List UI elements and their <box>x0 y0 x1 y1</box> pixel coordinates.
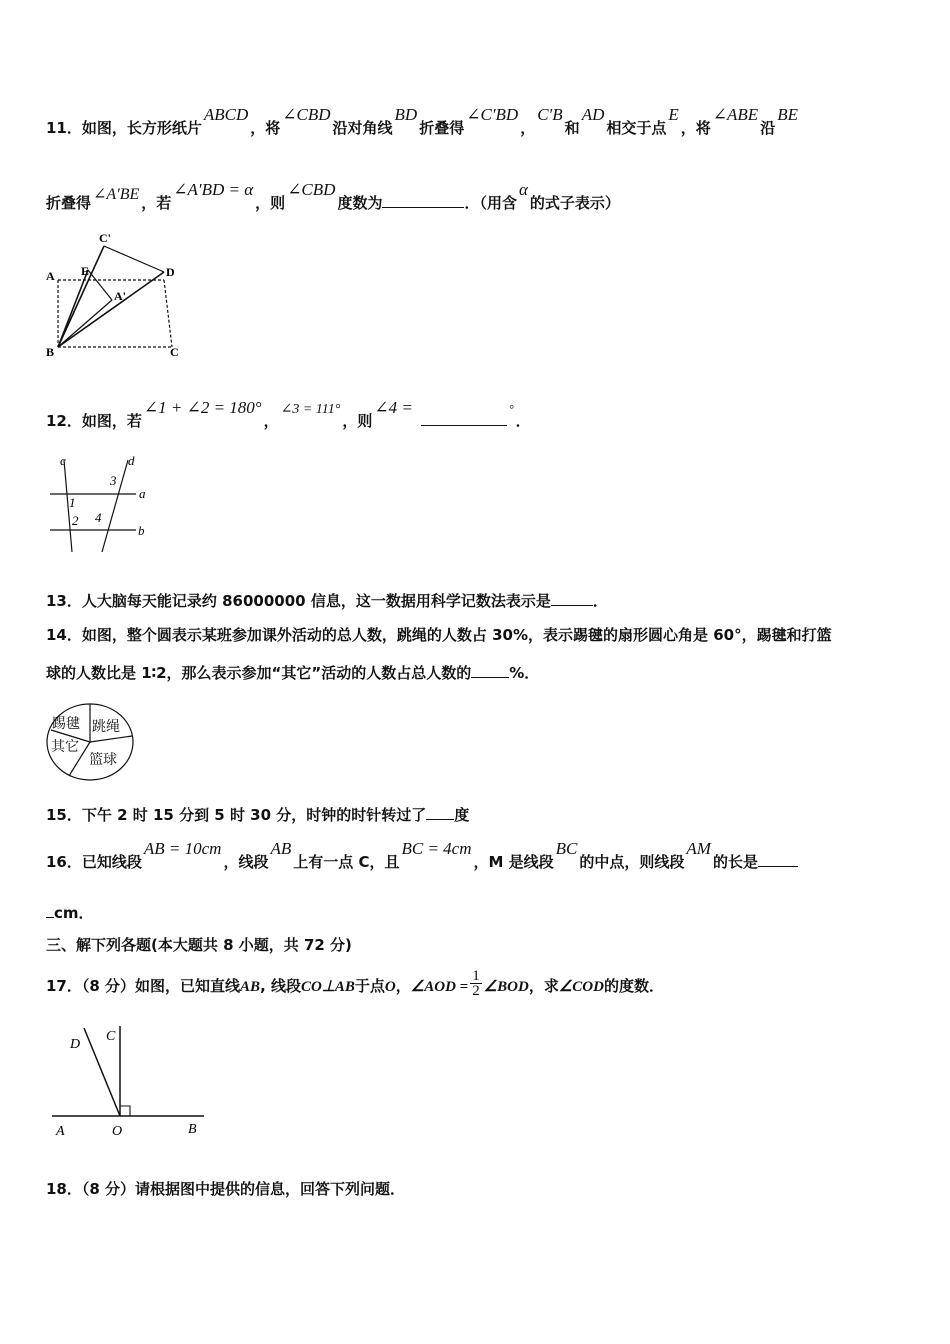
fig11-label: B <box>46 345 55 359</box>
q11-math-alpha: ∠A′BD = α <box>173 180 254 199</box>
fig12-label: 4 <box>95 510 102 525</box>
q16-number: 16．已知线段 <box>46 853 142 871</box>
q12-text: ． <box>515 412 531 430</box>
q11-math-be: BE <box>777 105 798 124</box>
q11-text: 折叠得 <box>419 119 465 137</box>
q17-math: ∠AOD = <box>410 979 469 995</box>
fig11-label: D <box>166 265 175 279</box>
q16-text: cm． <box>54 904 94 922</box>
q11-line1 <box>46 105 800 138</box>
fig11-label: A' <box>114 289 126 303</box>
q12-text: ， <box>263 412 279 430</box>
pie-label-qita: 其它 <box>51 739 79 755</box>
q12-line <box>46 398 531 431</box>
answer-blank[interactable] <box>426 805 454 820</box>
q11-math-cbd2: ∠C′BD <box>466 105 519 124</box>
q13-text: 13．人大脑每天能记录约 86000000 信息，这一数据用科学记数法表示是 <box>46 592 551 610</box>
q11-math-ad: AD <box>581 105 605 124</box>
q14-text: %． <box>509 664 540 682</box>
q16-text: ，线段 <box>223 853 269 871</box>
q17-figure <box>48 1020 213 1142</box>
q12-math-1: ∠1 + ∠2 = 180° <box>143 398 262 417</box>
q12-figure <box>44 452 154 557</box>
fig17-label: A <box>56 1124 65 1139</box>
q17-text: 17．（8 分）如图，已知直线 <box>46 977 241 995</box>
q11-math-cbd3: ∠CBD <box>287 180 336 199</box>
diagonal-bd <box>58 272 164 347</box>
fig11-label: C' <box>99 232 111 245</box>
q17-text: ，求 <box>528 977 559 995</box>
segment-ba <box>58 300 112 347</box>
q11-math-e: E <box>668 105 679 124</box>
pie-label-tiaosheng: 跳绳 <box>92 719 120 735</box>
right-angle-mark <box>120 1106 130 1116</box>
pie-label-lanqiu: 篮球 <box>89 752 117 768</box>
q16-line2 <box>46 902 94 923</box>
fig17-label: B <box>188 1122 197 1137</box>
q17-text: 于点 <box>354 977 385 995</box>
fraction-denominator: 2 <box>472 983 480 999</box>
q11-text: ，将 <box>680 119 711 137</box>
fig12-label: 1 <box>69 495 76 510</box>
q16-text: 的中点，则线段 <box>579 853 685 871</box>
q11-text: 沿对角线 <box>332 119 393 137</box>
q17-math: ∠COD <box>558 979 604 995</box>
q14-line1: 14．如图，整个圆表示某班参加课外活动的总人数，跳绳的人数占 30%，表示踢毽的扇形圆心角是 60°，踢毽和打篮 <box>46 626 832 644</box>
answer-blank[interactable] <box>382 193 464 208</box>
q16-math-bc2: BC <box>555 839 578 858</box>
answer-blank[interactable] <box>421 411 507 426</box>
q16-text: 的长是 <box>712 853 758 871</box>
q17-text: , 线段 <box>260 977 301 995</box>
rect-right-edge <box>164 280 172 347</box>
answer-blank[interactable] <box>758 852 798 867</box>
q11-text: 的式子表示） <box>529 194 620 212</box>
degree-symbol: ° <box>508 402 514 416</box>
q14-text: 球的人数比是 1∶2，那么表示参加“其它”活动的人数占总人数的 <box>46 664 472 682</box>
q12-math-2: ∠3 = 111° <box>280 402 341 417</box>
q17-line <box>46 968 664 1001</box>
q16-math-am: AM <box>686 839 711 858</box>
pie-label-jianzi: 踢毽 <box>52 716 80 732</box>
fig12-label: 2 <box>72 513 79 528</box>
q15-text: 度 <box>454 806 470 824</box>
q16-text: ，M 是线段 <box>473 853 554 871</box>
q12-math-3: ∠4 = <box>374 398 413 417</box>
q11-line2 <box>46 180 620 213</box>
q17-math: O <box>384 979 396 995</box>
fig12-label: a <box>139 486 146 501</box>
q11-math-cbd: ∠CBD <box>282 105 331 124</box>
fig11-label: A <box>46 269 55 283</box>
fig11-label: E <box>81 264 90 278</box>
q13-text: ． <box>592 592 608 610</box>
q17-math: AB <box>240 979 261 995</box>
q15-text: 15．下午 2 时 15 分到 5 时 30 分，时钟的时针转过了 <box>46 806 427 824</box>
q16-text: 上有一点 C，且 <box>293 853 400 871</box>
q11-text: ，若 <box>141 194 172 212</box>
q12-text: ，则 <box>342 412 373 430</box>
fraction-half <box>470 969 482 998</box>
q17-math: ∠BOD <box>483 979 529 995</box>
q11-text: ，则 <box>255 194 286 212</box>
q11-text: 沿 <box>760 119 776 137</box>
q11-text: ， <box>520 119 536 137</box>
answer-blank[interactable] <box>471 663 509 678</box>
fig12-label: b <box>138 523 145 538</box>
segment-ea <box>88 270 112 300</box>
fold-c-d <box>104 246 164 272</box>
section-heading: 三、解下列各题(本大题共 8 小题，共 72 分) <box>46 936 352 954</box>
q11-number: 11．如图，长方形纸片 <box>46 119 202 137</box>
q13-line <box>46 590 608 611</box>
q11-figure <box>44 232 184 360</box>
q17-text: 的度数． <box>603 977 664 995</box>
q12-number: 12．如图，若 <box>46 412 142 430</box>
q11-math-abe2: ∠A′BE <box>93 186 140 203</box>
fig11-label: C <box>170 345 179 359</box>
q11-math-cb: C′B <box>537 105 563 124</box>
q11-math-abcd: ABCD <box>203 105 249 124</box>
q11-math-bd: BD <box>394 105 418 124</box>
q16-math-bc: BC = 4cm <box>401 839 472 858</box>
q16-line1 <box>46 839 798 872</box>
q14-line2 <box>46 662 539 683</box>
fraction-numerator: 1 <box>472 968 480 984</box>
fig12-label: c <box>60 453 66 468</box>
q11-math-a: α <box>518 180 528 199</box>
q14-pie-figure <box>44 702 139 786</box>
fig12-label: 3 <box>110 473 117 488</box>
fold-b-c <box>58 246 104 347</box>
fig17-label: O <box>112 1124 123 1139</box>
q17-text: ， <box>395 977 411 995</box>
answer-blank[interactable] <box>551 591 593 606</box>
q11-math-abe: ∠ABE <box>712 105 759 124</box>
q18-line: 18．（8 分）请根据图中提供的信息，回答下列问题． <box>46 1180 406 1198</box>
q17-math: CO⊥AB <box>300 979 355 995</box>
answer-blank[interactable] <box>46 903 54 918</box>
q11-text: 和 <box>564 119 580 137</box>
q11-text: 相交于点 <box>606 119 667 137</box>
q11-text: 度数为 <box>337 194 383 212</box>
q16-math-ab2: AB <box>270 839 292 858</box>
fig12-label: d <box>128 453 135 468</box>
q11-text: ，将 <box>250 119 281 137</box>
fig17-label: D <box>70 1037 81 1052</box>
q11-text: ．（用含 <box>464 194 517 212</box>
q16-math-ab: AB = 10cm <box>143 839 222 858</box>
q11-text: 折叠得 <box>46 194 92 212</box>
fig17-label: C <box>106 1029 116 1044</box>
q15-line <box>46 804 469 825</box>
pie-divider <box>90 736 132 742</box>
